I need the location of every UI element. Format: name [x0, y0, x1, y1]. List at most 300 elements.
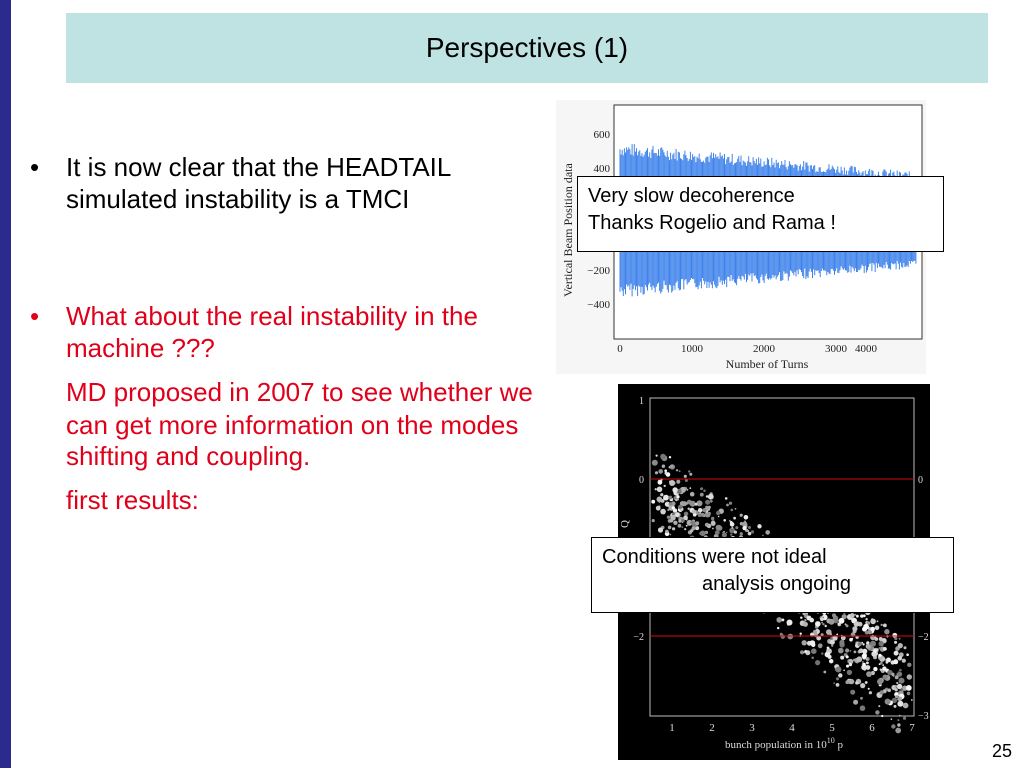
spectrum-point — [803, 622, 808, 627]
spectrum-point — [836, 634, 838, 636]
spectrum-point — [895, 688, 898, 691]
spectrum-point — [821, 652, 823, 654]
spectrum-point — [722, 532, 724, 534]
x-axis-label — [725, 736, 844, 751]
spectrum-point — [664, 485, 666, 487]
spectrum-point — [705, 506, 709, 510]
spectrum-point — [860, 697, 863, 700]
spectrum-point — [708, 494, 714, 500]
spectrum-point — [891, 673, 894, 676]
spectrum-point — [891, 724, 895, 728]
spectrum-point — [744, 515, 749, 520]
spectrum-point — [658, 469, 663, 474]
spectrum-point — [864, 669, 866, 671]
spectrum-point — [836, 683, 840, 687]
x-tick: 1 — [669, 722, 675, 734]
spectrum-point — [729, 502, 732, 505]
spectrum-point — [838, 673, 842, 677]
spectrum-point — [880, 669, 882, 671]
spectrum-point — [733, 517, 736, 520]
y-tick-right: −3 — [918, 711, 929, 722]
spectrum-point — [660, 509, 666, 515]
spectrum-point — [657, 487, 663, 493]
spectrum-point — [734, 531, 737, 534]
spectrum-point — [732, 527, 734, 529]
callout-line-2-text: analysis ongoing — [702, 573, 851, 595]
spectrum-point — [656, 455, 658, 457]
callout-line-2 — [588, 209, 933, 236]
spectrum-point — [895, 685, 898, 688]
spectrum-point — [698, 514, 701, 517]
spectrum-point — [849, 650, 851, 652]
spectrum-point — [710, 500, 713, 503]
spectrum-point — [873, 667, 877, 671]
spectrum-point — [690, 530, 692, 532]
spectrum-point — [726, 504, 729, 507]
spectrum-point — [860, 683, 865, 688]
spectrum-point — [656, 506, 661, 511]
spectrum-point — [660, 454, 666, 460]
spectrum-point — [879, 637, 883, 641]
x-tick: 2000 — [753, 343, 775, 355]
spectrum-point — [673, 521, 677, 525]
spectrum-point — [906, 685, 912, 691]
slide-title: Perspectives (1) — [425, 32, 629, 63]
spectrum-point — [658, 527, 663, 532]
spectrum-point — [683, 515, 688, 520]
spectrum-point — [682, 526, 684, 528]
spectrum-point — [716, 511, 720, 515]
subitem-1-text: MD proposed in 2007 to see whether we can get more information on the modes shifting and coupling. — [66, 376, 533, 472]
spectrum-point — [669, 502, 673, 506]
y-tick: 0 — [639, 475, 644, 486]
spectrum-point — [672, 506, 675, 509]
spectrum-point — [807, 616, 812, 621]
spectrum-point — [833, 682, 835, 684]
spectrum-point — [870, 627, 875, 632]
spectrum-point — [672, 527, 675, 530]
spectrum-point — [846, 655, 849, 658]
spectrum-point — [870, 619, 876, 625]
spectrum-point — [776, 617, 782, 623]
spectrum-point — [811, 648, 817, 654]
spectrum-point — [879, 663, 881, 665]
spectrum-point — [867, 645, 871, 649]
spectrum-point — [854, 621, 859, 626]
spectrum-point — [740, 532, 743, 535]
spectrum-point — [705, 512, 711, 518]
spectrum-point — [689, 473, 692, 476]
page-number: 25 — [991, 741, 1012, 761]
spectrum-point — [898, 671, 900, 673]
spectrum-point — [726, 532, 728, 534]
spectrum-point — [904, 646, 907, 649]
spectrum-point — [849, 663, 852, 666]
spectrum-point — [662, 465, 665, 468]
spectrum-point — [686, 525, 688, 527]
spectrum-point — [657, 497, 663, 503]
spectrum-point — [723, 519, 726, 522]
spectrum-point — [903, 717, 906, 720]
spectrum-point — [765, 530, 770, 535]
spectrum-point — [907, 692, 911, 696]
spectrum-point — [854, 614, 856, 616]
spectrum-point — [860, 705, 866, 711]
spectrum-point — [711, 517, 714, 520]
spectrum-point — [672, 487, 677, 492]
spectrum-point — [667, 516, 670, 519]
spectrum-point — [670, 534, 672, 536]
spectrum-point — [878, 654, 881, 657]
spectrum-point — [669, 456, 671, 458]
spectrum-point — [875, 710, 879, 714]
y-tick: −2 — [633, 632, 644, 643]
spectrum-point — [875, 637, 879, 641]
spectrum-point — [735, 508, 737, 510]
spectrum-point — [701, 513, 705, 517]
spectrum-point — [697, 500, 703, 506]
decoherence-callout — [577, 176, 944, 252]
spectrum-point — [881, 624, 883, 626]
spectrum-point — [690, 520, 694, 524]
x-axis-label-main: bunch population in 10 — [725, 739, 827, 751]
callout-line-2 — [602, 570, 943, 597]
spectrum-point — [695, 503, 698, 506]
spectrum-point — [829, 659, 833, 663]
spectrum-point — [856, 615, 859, 618]
spectrum-point — [836, 677, 839, 680]
spectrum-point — [887, 689, 891, 693]
spectrum-point — [881, 715, 883, 717]
spectrum-point — [886, 661, 889, 664]
spectrum-point — [894, 705, 897, 708]
x-tick: 3 — [749, 722, 755, 734]
spectrum-point — [880, 690, 884, 694]
spectrum-point — [883, 647, 887, 651]
bullet-marker: • — [30, 301, 40, 332]
spectrum-point — [668, 526, 672, 530]
spectrum-point — [684, 528, 686, 530]
y-tick-right: −2 — [918, 632, 929, 643]
spectrum-point — [868, 688, 870, 690]
spectrum-point — [688, 508, 690, 510]
title-band — [66, 13, 988, 83]
spectrum-point — [899, 669, 902, 672]
spectrum-point — [651, 500, 655, 504]
spectrum-point — [800, 633, 802, 635]
spectrum-point — [748, 526, 751, 529]
x-tick: 4000 — [855, 343, 877, 355]
spectrum-point — [762, 535, 764, 537]
left-accent-bar — [0, 0, 11, 768]
spectrum-point — [846, 665, 849, 668]
spectrum-point — [892, 633, 897, 638]
spectrum-point — [895, 675, 899, 679]
spectrum-point — [685, 502, 688, 505]
spectrum-point — [703, 490, 705, 492]
spectrum-point — [900, 689, 902, 691]
spectrum-point — [849, 679, 854, 684]
bullet-2 — [30, 301, 560, 364]
spectrum-point — [897, 719, 899, 721]
spectrum-point — [895, 728, 901, 734]
spectrum-point — [838, 623, 840, 625]
spectrum-point — [897, 701, 903, 707]
spectrum-point — [866, 671, 872, 677]
spectrum-point — [825, 625, 827, 627]
y-tick: 400 — [593, 163, 610, 175]
spectrum-point — [882, 666, 886, 670]
spectrum-point — [838, 648, 844, 654]
spectrum-point — [855, 681, 858, 684]
spectrum-point — [903, 703, 909, 709]
spectrum-point — [668, 496, 672, 500]
spectrum-point — [684, 475, 687, 478]
bullet-list — [30, 152, 560, 518]
spectrum-point — [706, 495, 708, 497]
spectrum-point — [725, 497, 728, 500]
x-tick: 5 — [829, 722, 835, 734]
spectrum-point — [863, 643, 865, 645]
spectrum-point — [665, 530, 669, 534]
spectrum-point — [782, 619, 785, 622]
spectrum-point — [678, 505, 682, 509]
spectrum-point — [832, 613, 836, 617]
spectrum-point — [706, 523, 709, 526]
spectrum-point — [830, 633, 832, 635]
x-tick: 7 — [909, 722, 915, 734]
spectrum-point — [856, 656, 862, 662]
spectrum-point — [670, 465, 673, 468]
spectrum-point — [821, 622, 823, 624]
spectrum-point — [895, 695, 898, 698]
spectrum-point — [701, 487, 704, 490]
conditions-callout — [591, 537, 954, 613]
spectrum-point — [885, 699, 891, 705]
spectrum-point — [652, 460, 658, 466]
spectrum-point — [822, 623, 824, 625]
spectrum-point — [690, 492, 695, 497]
spectrum-point — [878, 705, 880, 707]
spectrum-point — [883, 675, 888, 680]
spectrum-point — [865, 681, 868, 684]
subitem-md-proposal — [30, 377, 560, 473]
spectrum-point — [712, 528, 714, 530]
spectrum-point — [658, 480, 663, 485]
spectrum-point — [757, 524, 761, 528]
spectrum-point — [866, 662, 869, 665]
spectrum-point — [751, 530, 754, 533]
spectrum-point — [700, 531, 706, 537]
spectrum-point — [802, 640, 807, 645]
x-tick: 1000 — [681, 343, 703, 355]
spectrum-point — [907, 663, 911, 667]
bullet-marker: • — [30, 152, 40, 182]
spectrum-point — [897, 684, 902, 689]
spectrum-point — [850, 613, 855, 618]
bullet-1-text: It is now clear that the HEADTAIL simulated instability is a TMCI — [66, 152, 451, 214]
spectrum-point — [673, 491, 675, 493]
spectrum-point — [863, 614, 866, 617]
spectrum-point — [695, 521, 699, 525]
spectrum-point — [839, 618, 845, 624]
spectrum-point — [678, 520, 681, 523]
bullet-1 — [30, 152, 560, 215]
spectrum-point — [852, 626, 857, 631]
x-tick: 6 — [869, 722, 875, 734]
callout-line-2-text: Thanks Rogelio and Rama ! — [588, 212, 836, 234]
spectrum-point — [730, 522, 735, 527]
spectrum-point — [898, 643, 903, 648]
x-axis-label-exponent: 10 — [826, 736, 835, 745]
x-tick: 0 — [617, 343, 623, 355]
spectrum-point — [862, 649, 867, 654]
spectrum-point — [748, 532, 752, 536]
spectrum-point — [731, 509, 734, 512]
spectrum-point — [835, 667, 841, 673]
spectrum-point — [907, 674, 912, 679]
spectrum-point — [676, 469, 678, 471]
spectrum-point — [678, 524, 682, 528]
spectrum-point — [698, 508, 703, 513]
spectrum-point — [676, 480, 680, 484]
spectrum-point — [899, 678, 905, 684]
spectrum-point — [899, 715, 901, 717]
y-axis-label: Q — [619, 520, 631, 528]
spectrum-point — [902, 659, 906, 663]
y-tick: 1 — [639, 396, 644, 407]
spectrum-point — [845, 623, 847, 625]
spectrum-point — [669, 481, 671, 483]
spectrum-point — [742, 526, 746, 530]
spectrum-point — [873, 649, 877, 653]
spectrum-point — [688, 470, 690, 472]
spectrum-point — [729, 520, 731, 522]
spectrum-point — [849, 638, 853, 642]
spectrum-point — [692, 510, 696, 514]
spectrum-point — [660, 493, 663, 496]
spectrum-point — [700, 493, 704, 497]
spectrum-point — [815, 621, 821, 627]
spectrum-point — [884, 629, 889, 634]
spectrum-point — [839, 640, 844, 645]
y-tick: 600 — [593, 129, 610, 141]
spectrum-point — [853, 659, 856, 662]
spectrum-point — [911, 699, 913, 701]
x-tick: 2 — [709, 722, 715, 734]
spectrum-point — [690, 501, 696, 507]
spectrum-point — [810, 640, 816, 646]
spectrum-point — [891, 718, 893, 720]
spectrum-point — [882, 664, 884, 666]
spectrum-point — [879, 641, 884, 646]
spectrum-point — [818, 643, 823, 648]
spectrum-point — [716, 525, 722, 531]
spectrum-point — [863, 624, 869, 630]
spectrum-point — [675, 512, 680, 517]
x-tick: 3000 — [825, 343, 847, 355]
spectrum-point — [897, 723, 900, 726]
spectrum-point — [711, 521, 716, 526]
spectrum-point — [865, 618, 867, 620]
spectrum-point — [906, 653, 909, 656]
subitem-2-text: first results: — [66, 485, 199, 516]
x-tick: 4 — [789, 722, 795, 734]
x-axis-label: Number of Turns — [725, 357, 809, 371]
spectrum-point — [840, 656, 844, 660]
spectrum-point — [898, 656, 903, 661]
spectrum-point — [730, 534, 732, 536]
spectrum-point — [705, 500, 710, 505]
spectrum-point — [740, 514, 743, 517]
spectrum-point — [893, 659, 898, 664]
spectrum-point — [676, 495, 679, 498]
spectrum-point — [679, 470, 681, 472]
callout-line-1: Conditions were not ideal — [602, 546, 827, 568]
spectrum-point — [689, 487, 691, 489]
spectrum-point — [862, 661, 864, 663]
spectrum-point — [781, 635, 785, 639]
spectrum-point — [883, 624, 887, 628]
spectrum-point — [676, 498, 679, 501]
spectrum-point — [877, 620, 879, 622]
spectrum-point — [652, 519, 655, 522]
spectrum-point — [830, 621, 833, 624]
spectrum-point — [658, 480, 660, 482]
spectrum-point — [811, 657, 814, 660]
spectrum-point — [820, 617, 824, 621]
bullet-2-text: What about the real instability in the machine ??? — [66, 301, 478, 364]
spectrum-point — [843, 670, 845, 672]
spectrum-point — [664, 469, 667, 472]
spectrum-point — [858, 642, 862, 646]
spectrum-point — [847, 670, 852, 675]
spectrum-point — [869, 691, 872, 694]
spectrum-point — [735, 526, 738, 529]
spectrum-point — [667, 509, 669, 511]
spectrum-point — [863, 663, 866, 666]
spectrum-point — [899, 638, 901, 640]
y-tick-right: 0 — [918, 475, 923, 486]
spectrum-point — [894, 637, 897, 640]
spectrum-point — [894, 651, 899, 656]
spectrum-point — [655, 488, 657, 490]
spectrum-point — [715, 530, 720, 535]
spectrum-point — [866, 659, 868, 661]
spectrum-point — [898, 697, 903, 702]
y-tick: −400 — [587, 299, 610, 311]
spectrum-point — [850, 690, 855, 695]
subitem-first-results — [30, 485, 560, 518]
spectrum-point — [896, 682, 898, 684]
spectrum-point — [879, 682, 882, 685]
spectrum-point — [879, 647, 881, 649]
spectrum-point — [804, 650, 807, 653]
spectrum-point — [815, 660, 820, 665]
x-axis-label-unit: p — [834, 739, 843, 751]
spectrum-point — [684, 512, 688, 516]
spectrum-point — [831, 645, 833, 647]
spectrum-point — [854, 651, 857, 654]
callout-line-1: Very slow decoherence — [588, 185, 795, 207]
spectrum-point — [655, 472, 657, 474]
spectrum-point — [894, 641, 897, 644]
spectrum-point — [845, 648, 849, 652]
y-tick: −200 — [587, 265, 610, 277]
spectrum-point — [804, 619, 806, 621]
spectrum-point — [800, 617, 802, 619]
y-axis-label: Vertical Beam Position data — [561, 163, 575, 297]
